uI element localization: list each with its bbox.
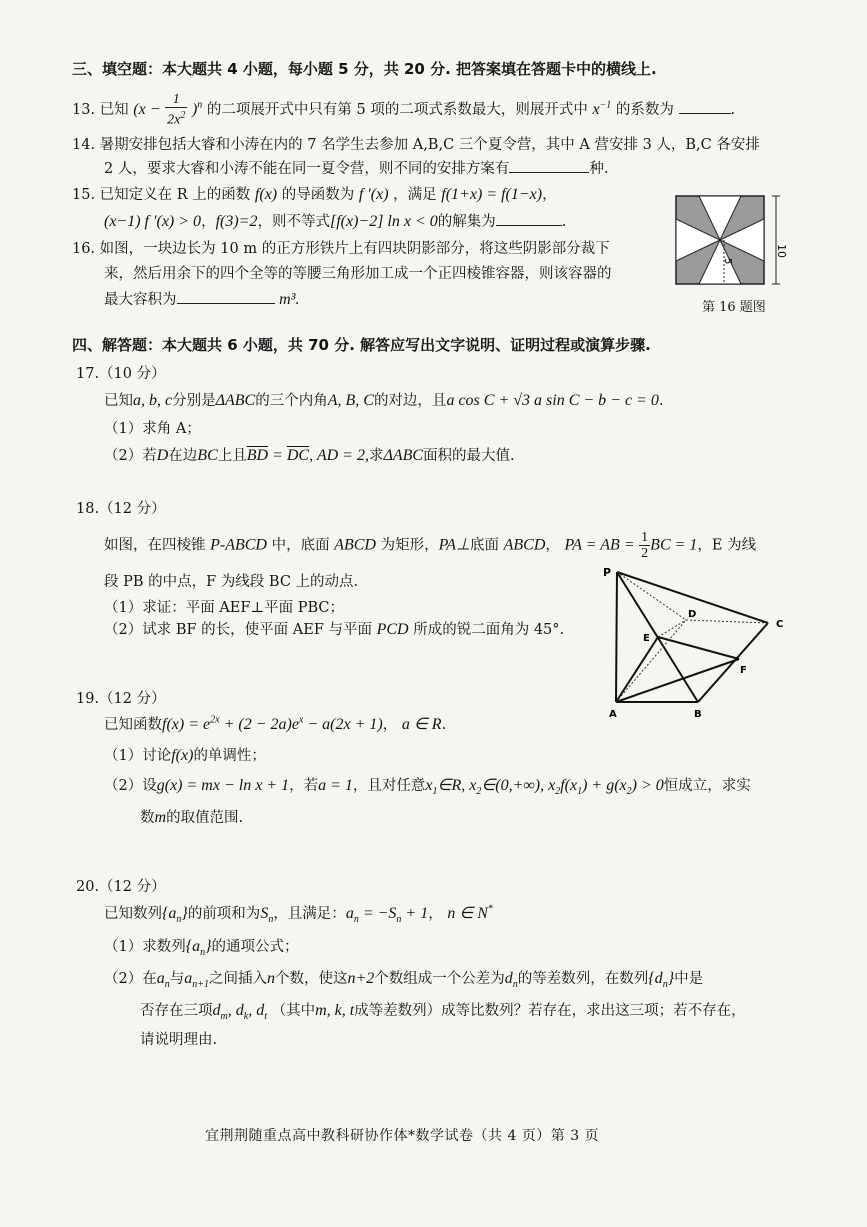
figure-16-caption: 第 16 题图 xyxy=(702,300,766,315)
fig18-label-b: B xyxy=(694,709,702,720)
answer-blank xyxy=(679,99,731,114)
fig16-side-label: 10 xyxy=(775,244,788,258)
fig18-label-c: C xyxy=(776,619,784,630)
question-20-header: 20.（12 分） xyxy=(76,879,166,895)
question-20: 已知数列$\{a_n\}$的前项和为$S_n$，且满足：$a_n = -S_n + 1$， n ∈ N* xyxy=(104,903,493,926)
question-19-header: 19.（12 分） xyxy=(76,691,166,707)
page-footer: 宜荆荆随重点高中教科研协作体*数学试卷（共 4 页）第 3 页 xyxy=(205,1128,600,1144)
answer-blank xyxy=(177,289,275,304)
question-18: 如图，在四棱锥 P-ABCD 中，底面 ABCD 为矩形，PA⊥底面 ABCD， PA = AB = $\frac{1}{2}$ BC = 1，E 为线 xyxy=(104,530,757,561)
question-17-header: 17.（10 分） xyxy=(76,366,166,382)
answer-blank xyxy=(496,211,562,226)
figure-18-pyramid xyxy=(598,563,798,721)
question-18-header: 18.（12 分） xyxy=(76,501,166,517)
section-4-title: 四、解答题：本大题共 6 小题，共 70 分. 解答应写出文字说明、证明过程或演算步骤. xyxy=(72,336,651,354)
question-19: 已知函数$f(x) = e^{2x} + (2 - 2a)e^x - a(2x + 1)$， a ∈ R. xyxy=(104,714,447,733)
fig18-label-p: P xyxy=(603,566,612,579)
fig18-label-a: A xyxy=(609,709,617,720)
question-15: 15. 已知定义在 R 上的函数 f(x) 的导函数为 f ′(x) ，满足 f(1+x) = f(1−x)， xyxy=(72,186,557,203)
question-14: 14. 暑期安排包括大睿和小涛在内的 7 名学生去参加 A,B,C 三个夏令营，其中 A 营安排 3 人，B,C 各安排 xyxy=(72,137,760,153)
answer-blank xyxy=(509,158,589,173)
section-3-title: 三、填空题：本大题共 4 小题，每小题 5 分，共 20 分. 把答案填在答题卡中的横线上. xyxy=(72,60,657,78)
question-16: 16. 如图，一块边长为 10 m 的正方形铁片上有四块阴影部分，将这些阴影部分裁下 xyxy=(72,241,610,257)
fig18-label-e: E xyxy=(643,633,650,644)
question-13: 13. 已知 (x − $\frac{1}{2x^2}$ )$^n$ 的二项展开式中只有第 5 项的二项式系数最大，则展开式中 $x^{-1}$ 的系数为 . xyxy=(72,92,736,128)
question-17: 已知a, b, c分别是ΔABC的三个内角A, B, C的对边，且a cos C + √3 a sin C − b − c = 0. xyxy=(104,392,664,409)
question-number: 13. xyxy=(72,101,96,118)
fig18-label-d: D xyxy=(688,609,697,620)
fig16-inner-label: 5 xyxy=(722,258,733,265)
fig18-label-f: F xyxy=(740,665,747,676)
figure-16 xyxy=(672,192,790,288)
